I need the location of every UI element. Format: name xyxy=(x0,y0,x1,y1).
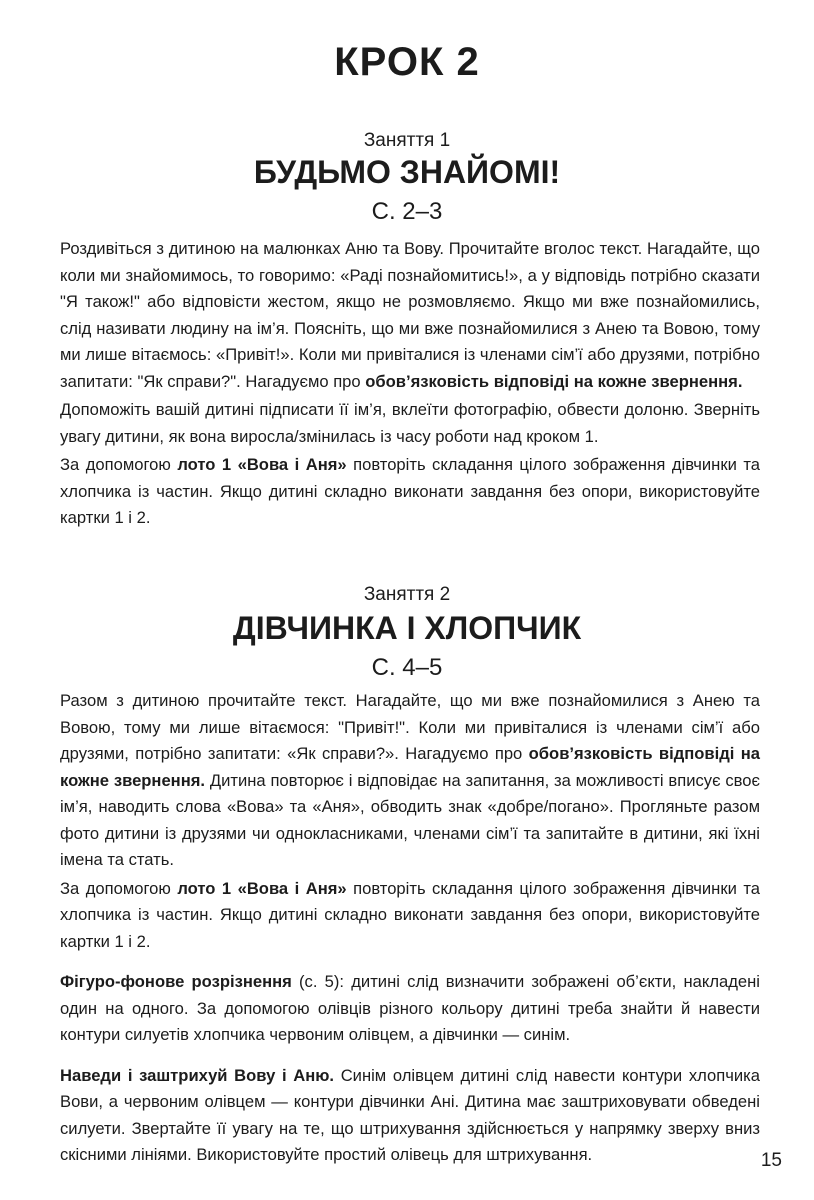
lesson1-paragraph-3 xyxy=(60,452,760,532)
lesson2-text xyxy=(60,688,760,1171)
lesson2-p1-bold: обов’язковість відповіді на кожне звернення. xyxy=(60,744,760,790)
lesson1-paragraph-2 xyxy=(60,397,760,450)
lesson2-p2-text-b: повторіть складання цілого зображення дівчинки та хлопчика із частин. Якщо дитині складно виконати завдання без опори, використовуйте картки 1 і 2. xyxy=(60,878,760,951)
lesson2-p1-text-a: Разом з дитиною прочитайте текст. Нагадайте, що ми вже познайомилися з Анею та Вовою, тому ми лише вітаємося: "Привіт!". Коли ми привіталися із членами сім’ї або друзями, потрібно запитати: «Як справи?». Нагадуємо про xyxy=(60,691,760,763)
lesson1-paragraph-1 xyxy=(60,236,760,395)
lesson2-p2-bold: лото 1 «Вова і Аня» xyxy=(177,878,347,898)
lesson2-paragraph-4 xyxy=(60,1063,760,1169)
lesson1-text xyxy=(60,236,760,534)
lesson2-p3-bold: Фігуро-фонове розрізнення xyxy=(60,972,292,991)
lesson1-p2-text: Допоможіть вашій дитині підписати її ім’я, вклеїти фотографію, обвести долоню. Зверніть увагу дитини, як вона виросла/змінилась із часу роботи над кроком 1. xyxy=(60,400,760,446)
lesson1-p3-text-a: За допомогою xyxy=(60,455,178,474)
lesson1-p1-bold: обов’язковість відповіді на кожне звернення. xyxy=(365,371,743,391)
page-number: 15 xyxy=(760,1150,782,1171)
lesson2-pages: С. 4–5 xyxy=(371,654,443,681)
lesson2-p4-text: Синім олівцем дитині слід навести контури хлопчика Вови, а червоним олівцем — контури дівчинки Ані. Дитина має заштриховувати обведені силуети. Звертайте її увагу на те, що штрихування здійснюється у напрямку зверху вниз скісними лініями. Використовуйте простий олівець для штрихування. xyxy=(60,1065,760,1164)
lesson2-p4-bold: Наведи і заштрихуй Вову і Аню. xyxy=(60,1065,335,1085)
lesson2-title: ДІВЧИНКА І ХЛОПЧИК xyxy=(232,610,582,646)
lesson1-p3-bold: лото 1 «Вова і Аня» xyxy=(177,455,347,474)
lesson2-paragraph-1 xyxy=(60,688,760,874)
lesson2-p3-text: (с. 5): дитині слід визначити зображені об’єкти, накладені один на одного. За допомогою олівців різного кольору дитині треба знайти й навести контури силуетів хлопчика червоним олівцем, а дівчинки — синім. xyxy=(60,972,760,1044)
lesson1-title: БУДЬМО ЗНАЙОМІ! xyxy=(253,154,561,190)
lesson1-pages: С. 2–3 xyxy=(371,198,443,225)
lesson2-label: Заняття 2 xyxy=(363,584,451,605)
lesson1-p1-text: Роздивіться з дитиною на малюнках Аню та Вову. Прочитайте вголос текст. Нагадайте, що коли ми знайомимось, то говоримо: «Раді познайомитись!», а у відповідь потрібно сказати "Я також!" або відповісти жестом, якщо не розмовляємо. Якщо ми вже познайомились, слід називати людину на ім’я. Поясніть, що ми вже познайомилися з Анею та Вовою, тому ми лише вітаємось: «Привіт!». Коли ми привіталися із членами сім’ї або друзями, потрібно запитати: "Як справи?". Нагадуємо про xyxy=(60,239,760,391)
step-title: КРОК 2 xyxy=(334,40,480,84)
lesson1-p3-text-b: повторіть складання цілого зображення дівчинки та хлопчика із частин. Якщо дитині складно виконати завдання без опори, використовуйте картки 1 і 2. xyxy=(60,455,760,527)
lesson1-label: Заняття 1 xyxy=(363,130,451,151)
lesson2-paragraph-2 xyxy=(60,876,760,956)
lesson2-p2-text-a: За допомогою xyxy=(60,878,178,898)
lesson2-paragraph-3 xyxy=(60,969,760,1049)
lesson2-p1-text-b: Дитина повторює і відповідає на запитання, за можливості вписує своє ім’я, наводить слова «Вова» та «Аня», обводить знак «добре/погано». Прогляньте разом фото дитини із друзями чи однокласниками, членами сім’ї та запитайте в дитини, які їхні імена та стать. xyxy=(60,770,760,869)
